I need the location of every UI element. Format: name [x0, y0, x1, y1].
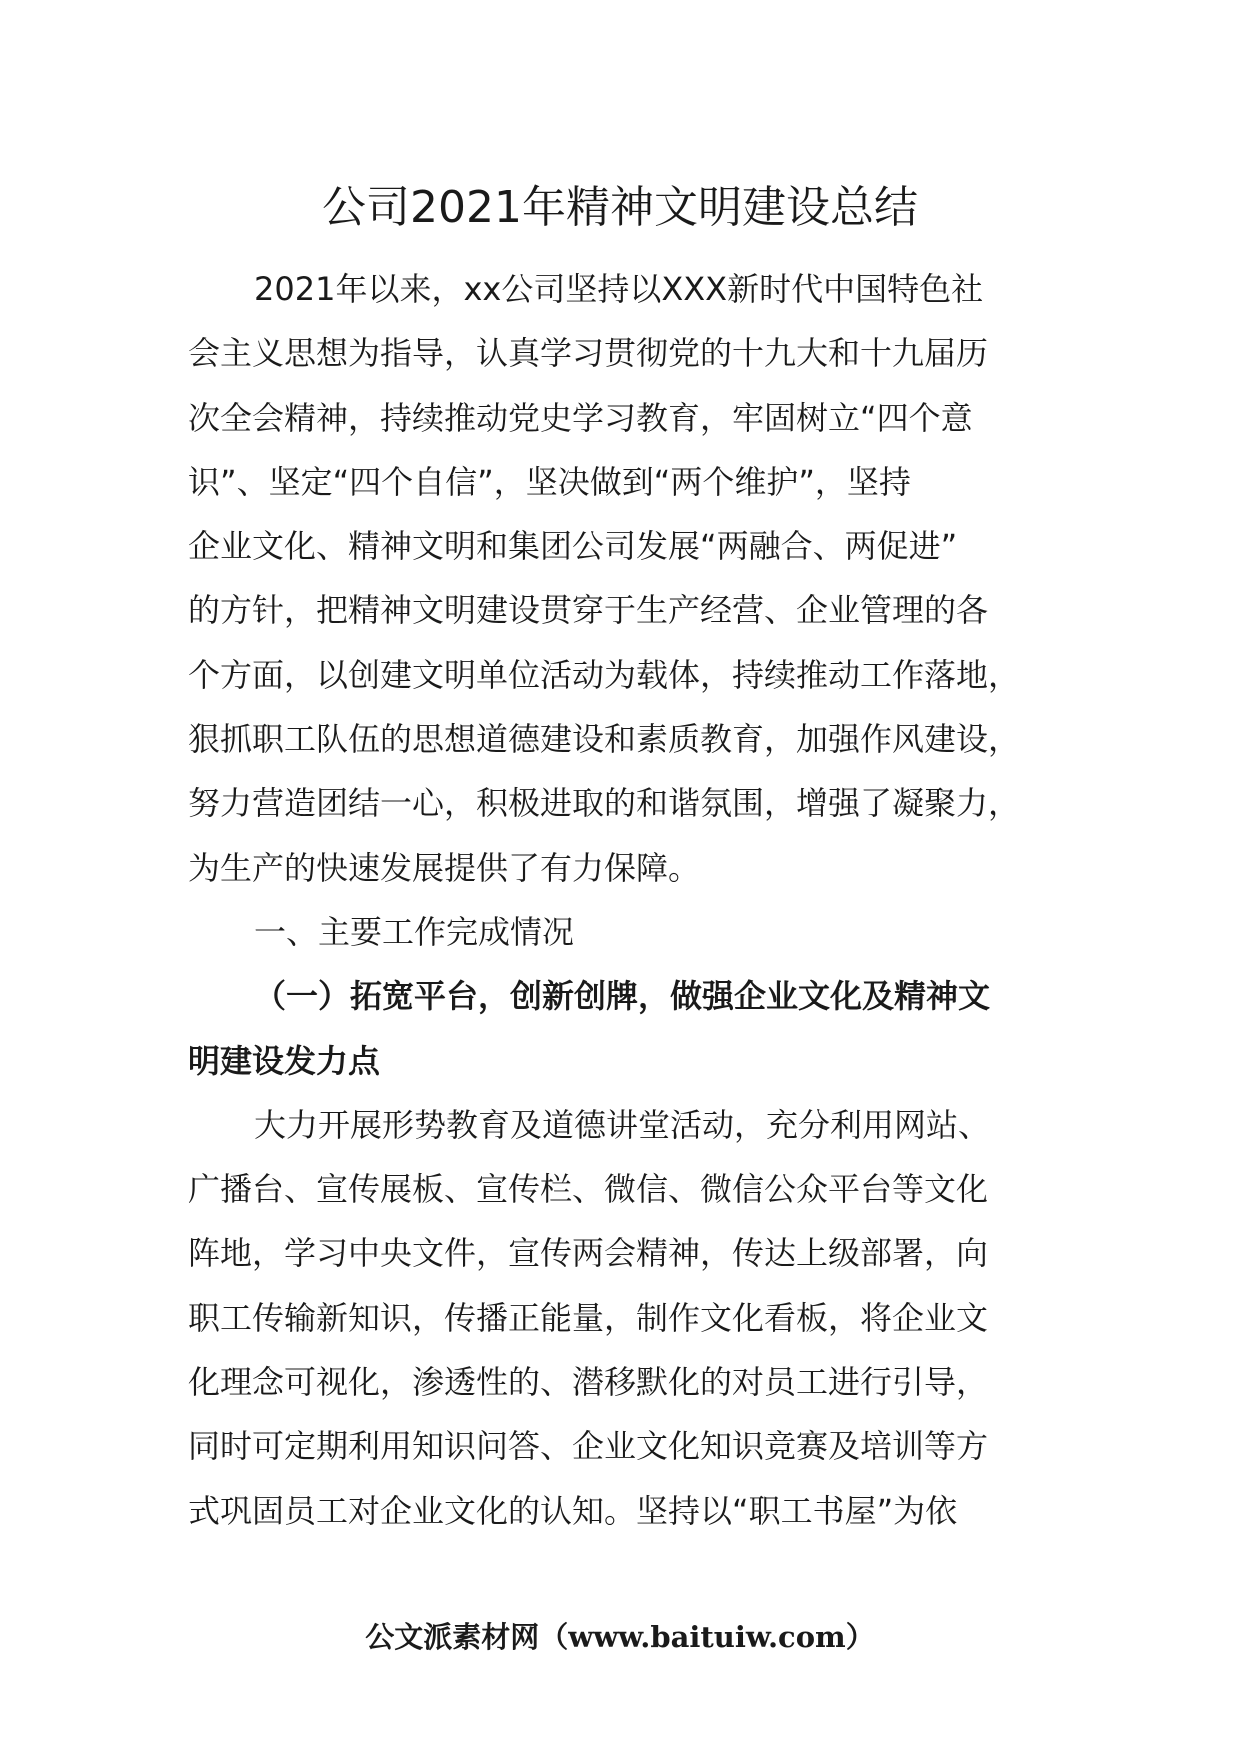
section-heading: 一、主要工作完成情况 — [254, 912, 575, 951]
paragraph-line: 大力开展形势教育及道德讲堂活动，充分利用网站、 — [254, 1105, 991, 1144]
paragraph-line: 努力营造团结一心，积极进取的和谐氛围，增强了凝聚力， — [188, 784, 1021, 823]
paragraph-line: 为生产的快速发展提供了有力保障。 — [188, 848, 701, 887]
paragraph-line: 的方针，把精神文明建设贯穿于生产经营、企业管理的各 — [188, 591, 989, 630]
document-title: 公司2021年精神文明建设总结 — [322, 182, 918, 233]
paragraph-line: 会主义思想为指导，认真学习贯彻党的十九大和十九届历 — [188, 334, 989, 373]
subsection-heading: 明建设发力点 — [188, 1041, 381, 1080]
paragraph-line: 化理念可视化，渗透性的、潜移默化的对员工进行引导， — [188, 1363, 989, 1402]
paragraph-line: 2021年以来，xx公司坚持以XXX新时代中国特色社 — [254, 270, 984, 308]
paragraph-line: 狠抓职工队伍的思想道德建设和素质教育，加强作风建设， — [188, 720, 1021, 759]
paragraph-line: 阵地，学习中央文件，宣传两会精神，传达上级部署，向 — [188, 1234, 989, 1273]
paragraph-line: 个方面，以创建文明单位活动为载体，持续推动工作落地， — [188, 655, 1021, 694]
paragraph-line: 职工传输新知识，传播正能量，制作文化看板，将企业文 — [188, 1298, 989, 1337]
document-body — [188, 257, 1058, 1543]
paragraph-line: 次全会精神，持续推动党史学习教育，牢固树立“四个意 — [188, 398, 973, 437]
page-footer: 公文派素材网（www.baituiw.com） — [365, 1620, 875, 1654]
paragraph-line: 广播台、宣传展板、宣传栏、微信、微信公众平台等文化 — [188, 1170, 989, 1209]
paragraph-line: 识”、坚定“四个自信”，坚决做到“两个维护”，坚持 — [188, 462, 911, 501]
subsection-heading: （一）拓宽平台，创新创牌，做强企业文化及精神文 — [254, 977, 991, 1016]
paragraph-line: 同时可定期利用知识问答、企业文化知识竞赛及培训等方 — [188, 1427, 989, 1466]
paragraph-line: 式巩固员工对企业文化的认知。坚持以“职工书屋”为依 — [188, 1491, 958, 1530]
paragraph-line: 企业文化、精神文明和集团公司发展“两融合、两促进” — [188, 527, 958, 566]
